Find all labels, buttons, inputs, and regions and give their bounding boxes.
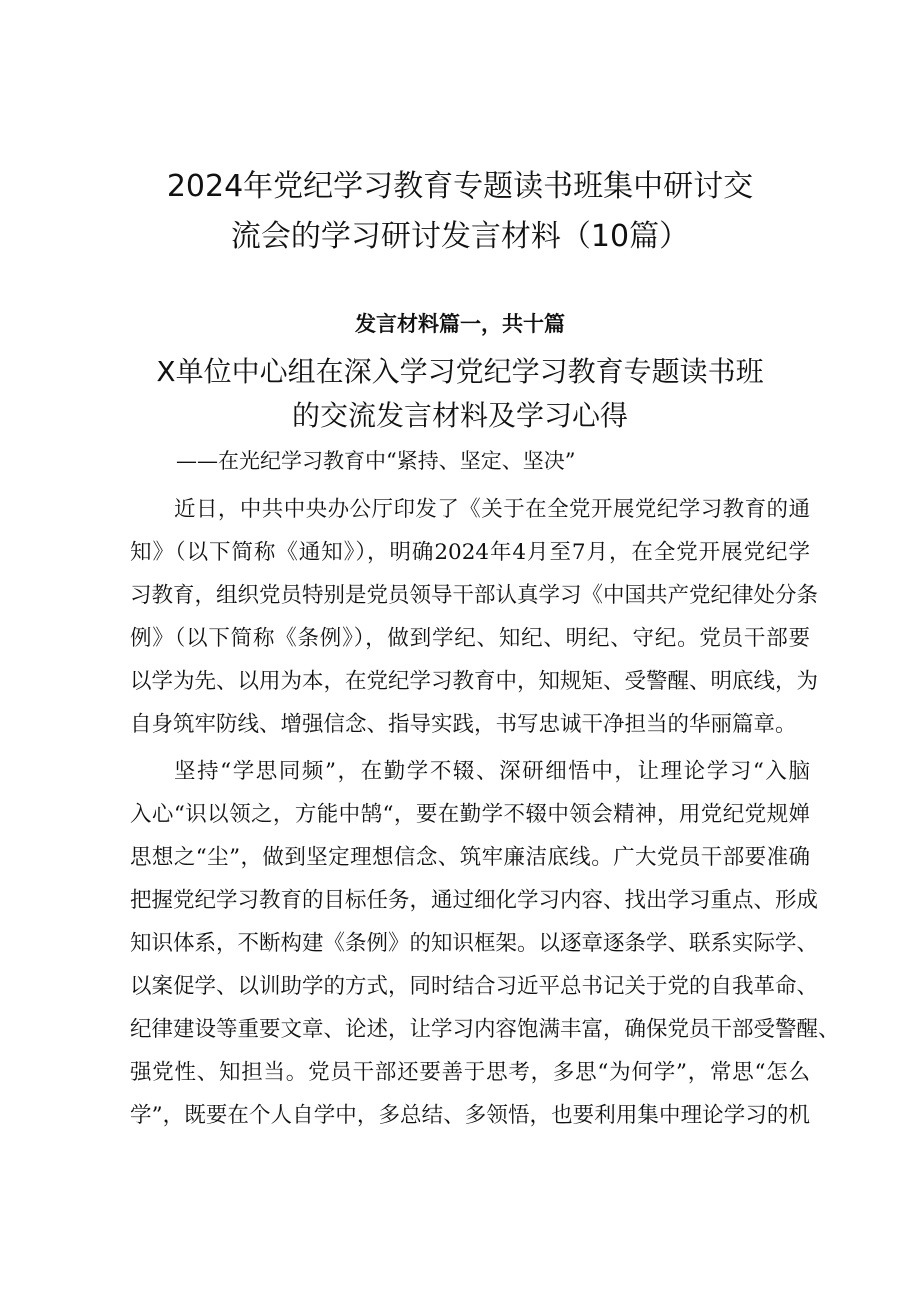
article-title-line-2: 的交流发言材料及学习心得	[291, 399, 628, 432]
paragraph-line: 把握党纪学习教育的目标任务，通过细化学习内容、找出学习重点、形成	[130, 888, 819, 913]
paragraph-line: 思想之“尘”，做到坚定理想信念、筑牢廉洁底线。广大党员干部要准确	[130, 845, 810, 870]
paragraph-2	[130, 750, 840, 1137]
paragraph-line: 坚持“学思同频”，在勤学不辍、深研细悟中，让理论学习“入脑	[174, 759, 810, 784]
paragraph-line: 强党性、知担当。党员干部还要善于思考，多思“为何学”，常思“怎么	[130, 1060, 810, 1085]
paragraph-line: 知》（以下简称《通知》），明确2024年4月至7月，在全党开展党纪学	[130, 540, 810, 565]
paragraph-1	[130, 488, 819, 746]
paragraph-line: 入心“识以领之，方能中鹄“，要在勤学不辍中领会精神，用党纪党规婵	[130, 802, 810, 827]
paragraph-line: 以学为先、以用为本，在党纪学习教育中，知规矩、受警醒、明底线，为	[130, 669, 819, 694]
paragraph-line: 以案促学、以训助学的方式，同时结合习近平总书记关于党的自我革命、	[130, 974, 819, 999]
paragraph-line: 例》（以下简称《条例》），做到学纪、知纪、明纪、守纪。党员干部要	[130, 626, 810, 651]
paragraph-line: 习教育，组织党员特别是党员领导干部认真学习《中国共产党纪律处分条	[130, 583, 819, 608]
paragraph-line: 近日，中共中央办公厅印发了《关于在全党开展党纪学习教育的通	[174, 497, 810, 522]
article-title-line-1: X单位中心组在深入学习党纪学习教育专题读书班	[156, 355, 764, 388]
document-title-line-1: 2024年党纪学习教育专题读书班集中研讨交	[166, 169, 754, 204]
paragraph-line: 学”，既要在个人自学中，多总结、多领悟，也要利用集中理论学习的机	[130, 1103, 810, 1128]
document-title-line-2: 流会的学习研讨发言材料（10篇）	[230, 219, 690, 254]
paragraph-line: 自身筑牢防线、增强信念、指导实践，书写忠诚干净担当的华丽篇章。	[130, 712, 797, 737]
paragraph-line: 知识体系，不断构建《条例》的知识框架。以逐章逐条学、联系实际学、	[130, 931, 819, 956]
article-subheading: ——在光纪学习教育中“紧持、坚定、坚决”	[176, 449, 576, 473]
section-label: 发言材料篇一，共十篇	[355, 311, 565, 336]
paragraph-line: 纪律建设等重要文章、论述，让学习内容饱满丰富，确保党员干部受警醒、	[130, 1017, 840, 1042]
